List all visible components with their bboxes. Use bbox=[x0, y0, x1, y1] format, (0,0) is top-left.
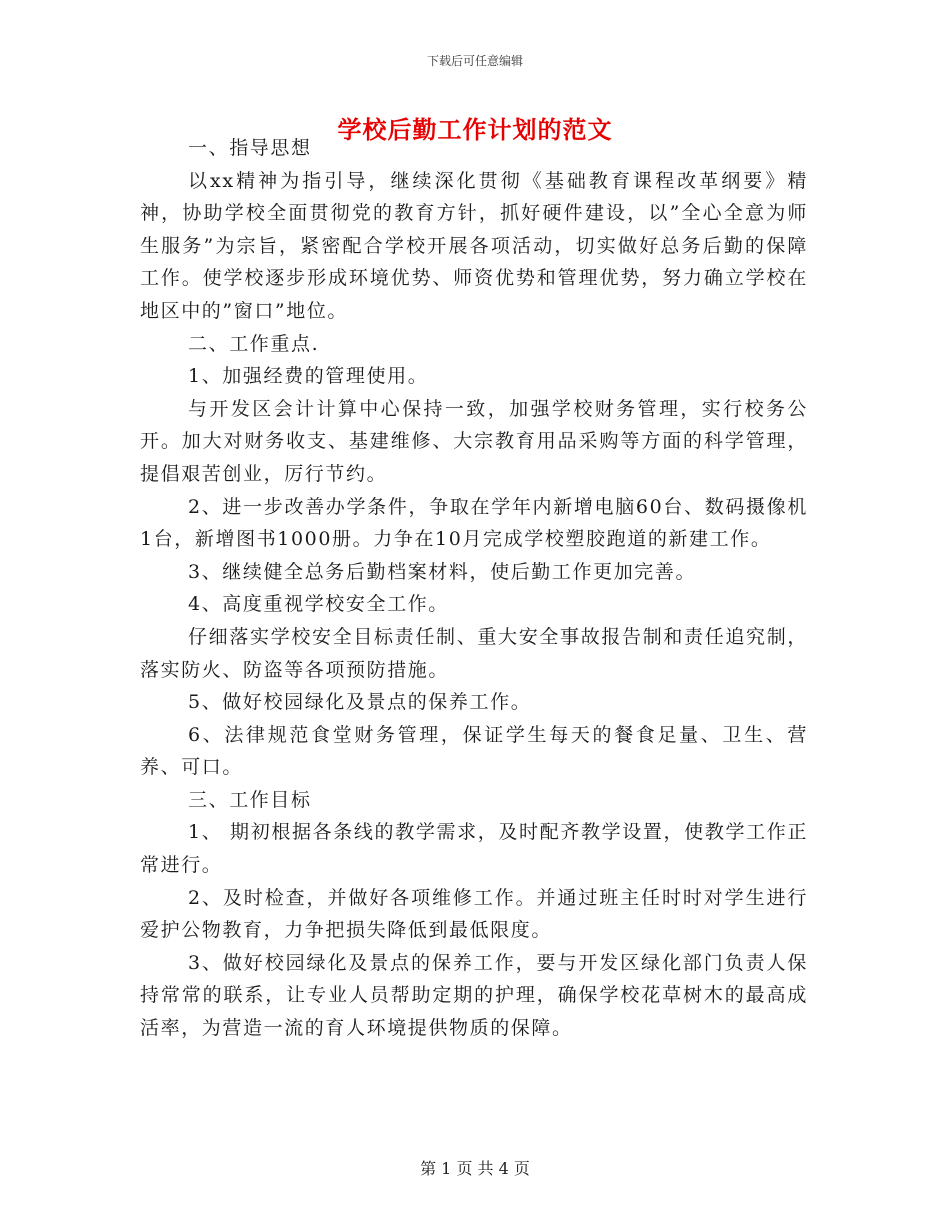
section-heading-guiding-ideology: 一、指导思想 bbox=[188, 137, 312, 159]
page-number-footer: 第 1 页 共 4 页 bbox=[420, 1159, 530, 1178]
body-paragraph: 仔细落实学校安全目标责任制、重大安全事故报告制和责任追究制，落实防火、防盗等各项预防措施。 bbox=[140, 625, 808, 681]
document-body bbox=[140, 132, 808, 1045]
list-item: 2、进一步改善办学条件，争取在学年内新增电脑60台、数码摄像机1台，新增图书1000册。力争在10月完成学校塑胶跑道的新建工作。 bbox=[140, 495, 808, 551]
list-item: 5、做好校园绿化及景点的保养工作。 bbox=[188, 691, 532, 714]
list-item: 3、做好校园绿化及景点的保养工作，要与开发区绿化部门负责人保持常常的联系，让专业人员帮助定期的护理，确保学校花草树木的最高成活率，为营造一流的育人环境提供物质的保障。 bbox=[140, 951, 808, 1040]
list-item: 1、 期初根据各条线的教学需求，及时配齐教学设置，使教学工作正常进行。 bbox=[140, 821, 808, 877]
section-heading-work-goals: 三、工作目标 bbox=[188, 788, 312, 811]
page-header-note: 下载后可任意编辑 bbox=[426, 54, 523, 68]
document-title: 学校后勤工作计划的范文 bbox=[337, 115, 613, 144]
list-item: 6、法律规范食堂财务管理，保证学生每天的餐食足量、卫生、营养、可口。 bbox=[140, 723, 808, 779]
body-paragraph: 以xx精神为指引导，继续深化贯彻《基础教育课程改革纲要》精神，协助学校全面贯彻党的教育方针，抓好硬件建设，以”全心全意为师生服务”为宗旨，紧密配合学校开展各项活动，切实做好总务后勤的保障工作。使学校逐步形成环境优势、师资优势和管理优势，努力确立学校在地区中的”窗口”地位。 bbox=[140, 169, 808, 322]
list-item-heading: 1、加强经费的管理使用。 bbox=[188, 365, 429, 388]
list-item: 2、及时检查，并做好各项维修工作。并通过班主任时时对学生进行爱护公物教育，力争把损失降低到最低限度。 bbox=[140, 886, 808, 942]
body-paragraph: 与开发区会计计算中心保持一致，加强学校财务管理，实行校务公开。加大对财务收支、基建维修、大宗教育用品采购等方面的科学管理，提倡艰苦创业，厉行节约。 bbox=[140, 397, 808, 485]
list-item: 3、继续健全总务后勤档案材料，使后勤工作更加完善。 bbox=[188, 560, 697, 583]
section-heading-work-focus: 二、工作重点. bbox=[188, 332, 320, 355]
list-item-heading: 4、高度重视学校安全工作。 bbox=[188, 593, 449, 616]
